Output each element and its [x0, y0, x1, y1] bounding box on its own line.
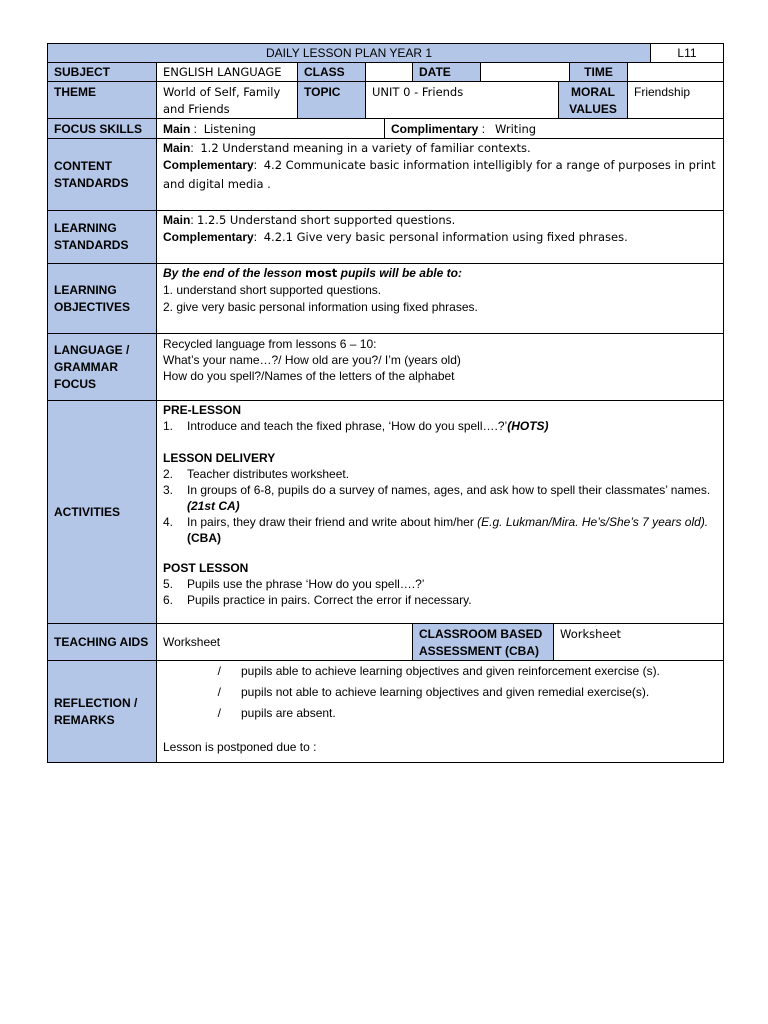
teaching-aids-label	[47, 623, 157, 661]
cba-label	[412, 623, 554, 661]
teaching-aids-label-text: TEACHING AIDS	[54, 635, 149, 649]
focus-main-label: Main	[163, 122, 191, 136]
focus-comp-label: Complimentary	[391, 122, 479, 136]
topic-label-text: TOPIC	[304, 85, 341, 99]
content-standards-label-text: CONTENT STANDARDS	[54, 158, 129, 190]
pre-lesson-list	[163, 418, 717, 434]
cs-comp-text: 4.2 Communicate basic information intelligibly for a range of purposes in print	[263, 158, 716, 172]
activities-label-text: ACTIVITIES	[54, 504, 121, 519]
activity-item	[163, 576, 717, 592]
focus-skills-label	[47, 118, 157, 139]
language-focus-body	[156, 333, 724, 401]
activity-item	[163, 418, 717, 434]
activity-text: Introduce and teach the fixed phrase, ‘How do you spell….?’	[187, 419, 508, 433]
activities-label	[47, 400, 157, 624]
time-label	[569, 62, 628, 82]
activity-text: Pupils practice in pairs. Correct the error if necessary.	[187, 593, 472, 607]
learning-objectives-label-text: LEARNING OBJECTIVES	[54, 282, 131, 314]
reflection-text: pupils not able to achieve learning objectives and given remedial exercise(s).	[241, 685, 650, 699]
date-label	[412, 62, 481, 82]
cs-main-label: Main	[163, 141, 191, 155]
focus-skills-complementary: Complimentary : Writing	[384, 118, 724, 139]
language-focus-line: What’s your name…?/ How old are you?/ I’m (years old)	[163, 353, 461, 367]
class-value[interactable]	[365, 62, 413, 82]
moral-values-value-text: Friendship	[634, 85, 691, 99]
reflection-text: pupils are absent.	[241, 706, 336, 720]
post-lesson-list	[163, 576, 717, 608]
activity-text: Teacher distributes worksheet.	[187, 467, 350, 481]
reflection-item	[163, 705, 717, 722]
activity-tag: (21st CA)	[187, 499, 240, 513]
language-focus-label	[47, 333, 157, 401]
teaching-aids-value-text: Worksheet	[163, 635, 221, 649]
cs-main-text: 1.2 Understand meaning in a variety of familiar contexts.	[200, 141, 531, 155]
activities-body	[156, 400, 724, 624]
cba-label-text: CLASSROOM BASED ASSESSMENT (CBA)	[419, 627, 543, 658]
focus-main-value: Listening	[203, 122, 256, 136]
focus-skills-label-text: FOCUS SKILLS	[54, 122, 143, 136]
content-standards-body: Main: 1.2 Understand meaning in a variety of familiar contexts. Complementary: 4.2 Communicate basic information intelligibly for a range of purposes in print and digital media .	[156, 138, 724, 211]
theme-label-text: THEME	[54, 85, 96, 99]
time-label-text: TIME	[584, 65, 613, 79]
lo-intro-b: most	[305, 266, 338, 280]
reflection-check[interactable]: /	[217, 664, 221, 678]
cs-comp-label: Complementary	[163, 158, 254, 172]
activity-num: 2.	[163, 467, 174, 481]
cba-value	[553, 623, 724, 661]
reflection-text: pupils able to achieve learning objectives and given reinforcement exercise (s).	[241, 664, 660, 678]
activity-num: 6.	[163, 593, 174, 607]
reflection-item	[163, 663, 717, 680]
focus-skills-main: Main : Listening	[156, 118, 385, 139]
learning-standards-label	[47, 210, 157, 264]
theme-label	[47, 81, 157, 119]
theme-value-text: World of Self, Family and Friends	[163, 85, 281, 116]
activity-item	[163, 514, 717, 530]
focus-comp-value: Writing	[495, 122, 537, 136]
moral-values-label	[558, 81, 628, 119]
time-value[interactable]	[627, 62, 724, 82]
lesson-delivery-heading: LESSON DELIVERY	[163, 451, 276, 465]
subject-value	[156, 62, 298, 82]
reflection-label	[47, 660, 157, 763]
activity-tag: (CBA)	[187, 531, 221, 545]
subject-label	[47, 62, 157, 82]
ls-comp-text: 4.2.1 Give very basic personal information using fixed phrases.	[263, 230, 628, 244]
lesson-code	[650, 43, 724, 63]
lo-item: 1. understand short supported questions.	[163, 283, 382, 297]
activity-num: 3.	[163, 483, 174, 497]
ls-main-text: 1.2.5 Understand short supported questions.	[197, 213, 456, 227]
cba-value-text: Worksheet	[560, 627, 622, 641]
lo-intro-c: pupils will be able to:	[340, 266, 462, 280]
reflection-body	[156, 660, 724, 763]
teaching-aids-value	[156, 623, 413, 661]
reflection-label-text: REFLECTION / REMARKS	[54, 695, 138, 727]
topic-value	[365, 81, 559, 119]
postponed-note: Lesson is postponed due to :	[163, 740, 317, 754]
date-label-text: DATE	[419, 65, 451, 79]
activity-num: 4.	[163, 515, 174, 529]
topic-label	[297, 81, 366, 119]
class-label-text: CLASS	[304, 65, 345, 79]
language-focus-line: Recycled language from lessons 6 – 10:	[163, 337, 377, 351]
topic-value-text: UNIT 0 - Friends	[372, 85, 464, 99]
activity-item	[163, 482, 717, 498]
subject-value-text: ENGLISH LANGUAGE	[163, 65, 282, 79]
moral-values-label-text: MORAL VALUES	[569, 85, 617, 116]
date-value[interactable]	[480, 62, 570, 82]
pre-lesson-heading: PRE-LESSON	[163, 403, 242, 417]
ls-comp-label: Complementary	[163, 230, 254, 244]
learning-standards-label-text: LEARNING STANDARDS	[54, 221, 129, 252]
language-focus-label-text: LANGUAGE / GRAMMAR FOCUS	[54, 342, 130, 391]
ls-main-label: Main	[163, 213, 191, 227]
plan-title	[47, 43, 651, 63]
activity-item	[163, 466, 717, 482]
lo-item: 2. give very basic personal information using fixed phrases.	[163, 300, 478, 314]
activity-text: In groups of 6-8, pupils do a survey of names, ages, and ask how to spell their classmates’ names.	[187, 483, 711, 497]
learning-objectives-label	[47, 263, 157, 334]
learning-standards-body: Main: 1.2.5 Understand short supported questions. Complementary: 4.2.1 Give very basic personal information using fixed phrases.	[156, 210, 724, 264]
lo-intro-a: By the end of the lesson	[163, 266, 302, 280]
cs-comp-text-cont: and digital media .	[163, 177, 271, 191]
activity-text: Pupils use the phrase ‘How do you spell….?’	[187, 577, 425, 591]
reflection-check[interactable]: /	[217, 685, 221, 699]
reflection-item	[163, 684, 717, 701]
content-standards-label	[47, 138, 157, 211]
activity-example: (E.g. Lukman/Mira. He’s/She’s 7 years old).	[477, 515, 709, 529]
class-label	[297, 62, 366, 82]
subject-label-text: SUBJECT	[54, 65, 111, 79]
moral-values-value	[627, 81, 724, 119]
post-lesson-heading: POST LESSON	[163, 561, 249, 575]
activity-text: In pairs, they draw their friend and write about him/her	[187, 515, 474, 529]
lesson-delivery-list	[163, 466, 717, 546]
language-focus-line: How do you spell?/Names of the letters of the alphabet	[163, 369, 455, 383]
activity-num: 5.	[163, 577, 174, 591]
activity-item	[163, 530, 717, 546]
reflection-check[interactable]: /	[217, 706, 221, 720]
activity-item	[163, 592, 717, 608]
activity-num: 1.	[163, 419, 174, 433]
activity-tag: (HOTS)	[507, 419, 549, 433]
lesson-code-text: L11	[677, 46, 697, 60]
activity-item	[163, 498, 717, 514]
plan-title-text: DAILY LESSON PLAN YEAR 1	[265, 46, 433, 60]
learning-objectives-body	[156, 263, 724, 334]
theme-value	[156, 81, 298, 119]
